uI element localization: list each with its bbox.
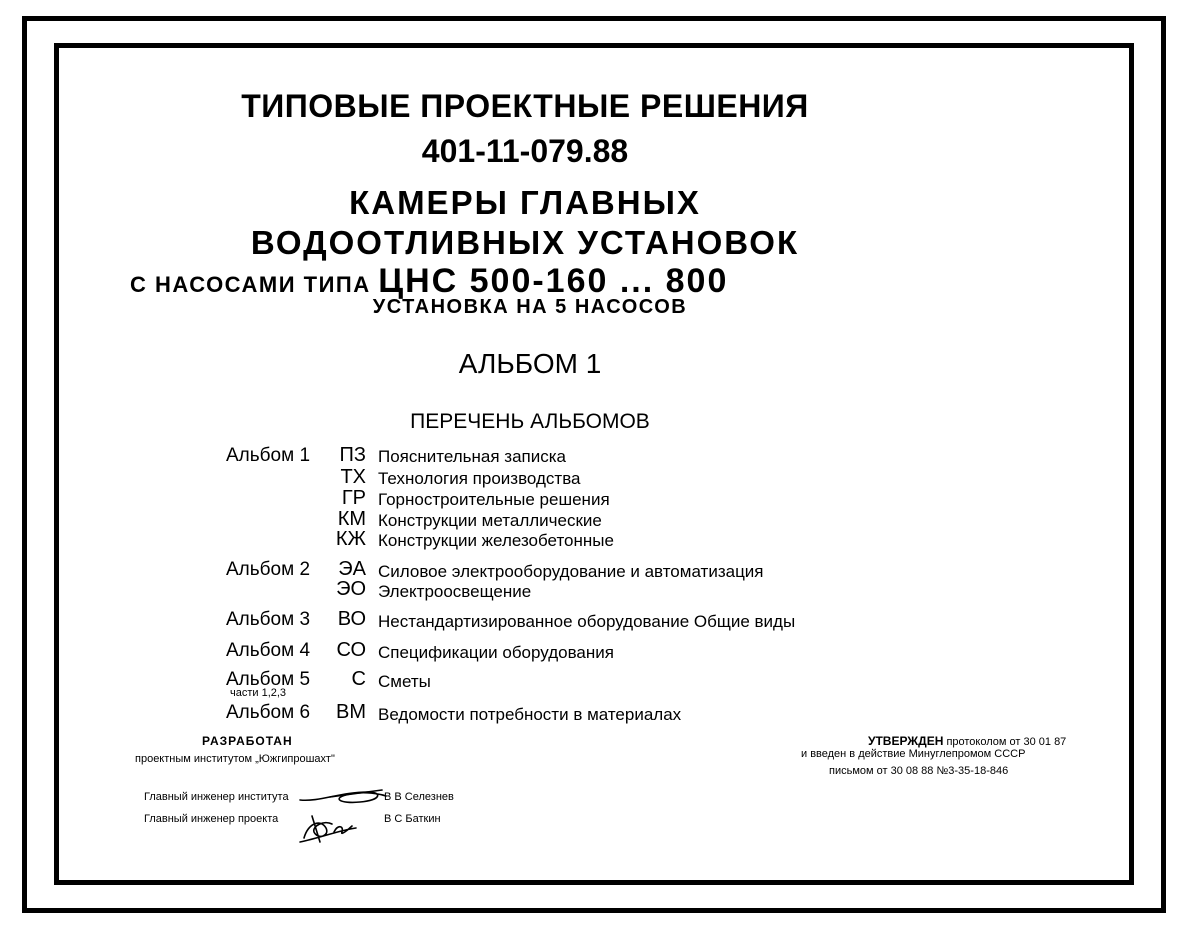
- code-ea: ЭА: [338, 558, 366, 580]
- title-line-1: КАМЕРЫ ГЛАВНЫХ: [349, 184, 701, 221]
- chief-institute-role: Главный инженер института: [144, 791, 289, 803]
- desc-vo: Нестандартизированное оборудование Общие виды: [378, 612, 796, 631]
- album-2-label: Альбом 2: [226, 559, 311, 580]
- album-number: АЛЬБОМ 1: [458, 348, 602, 379]
- code-co: СО: [336, 639, 366, 661]
- pump-type: ЦНС 500-160 ... 800: [378, 262, 729, 300]
- album-6-label: Альбом 6: [226, 702, 311, 723]
- desc-pz: Пояснительная записка: [378, 447, 567, 466]
- approval-line-1: [868, 734, 1066, 748]
- code-vm: ВМ: [336, 701, 366, 723]
- desc-eo: Электроосвещение: [378, 582, 532, 601]
- desc-ea: Силовое электрооборудование и автоматизация: [378, 562, 764, 581]
- approval-line-3: письмом от 30 08 88 №3-35-18-846: [829, 765, 1009, 777]
- album-3-label: Альбом 3: [226, 609, 311, 630]
- project-number: 401-11-079.88: [421, 133, 629, 169]
- desc-km: Конструкции металлические: [378, 511, 602, 530]
- code-kzh: КЖ: [335, 528, 366, 550]
- album-5-label: Альбом 5: [226, 669, 311, 690]
- pump-prefix: С НАСОСАМИ ТИПА: [130, 272, 379, 297]
- code-km: КМ: [337, 508, 366, 530]
- album-5-parts-note: части 1,2,3: [230, 687, 287, 699]
- album-list-heading: ПЕРЕЧЕНЬ АЛЬБОМОВ: [410, 410, 650, 433]
- developed-by-label: РАЗРАБОТАН: [202, 734, 293, 748]
- developer-institute: проектным институтом „Южгипрошахт": [135, 753, 335, 765]
- approved-label: УТВЕРЖДЕН: [868, 734, 944, 748]
- code-gr: ГР: [341, 487, 366, 509]
- code-pz: ПЗ: [339, 444, 366, 466]
- desc-vm: Ведомости потребности в материалах: [378, 705, 682, 724]
- chief-project-name: В С Баткин: [384, 813, 441, 825]
- chief-institute-name: В В Селезнев: [384, 791, 454, 803]
- code-c: С: [351, 668, 366, 690]
- code-vo: ВО: [337, 608, 366, 630]
- approval-line-2: и введен в действие Минуглепромом СССР: [801, 748, 1026, 760]
- desc-co: Спецификации оборудования: [378, 643, 614, 662]
- signature-batkin: [300, 816, 356, 842]
- code-eo: ЭО: [336, 578, 366, 600]
- code-tx: ТХ: [340, 466, 366, 488]
- album-1-label: Альбом 1: [226, 445, 311, 466]
- chief-project-role: Главный инженер проекта: [144, 813, 279, 825]
- title-line-2: ВОДООТЛИВНЫХ УСТАНОВОК: [250, 224, 800, 261]
- desc-tx: Технология производства: [378, 469, 581, 488]
- album-4-label: Альбом 4: [226, 640, 311, 661]
- approval-protocol: протоколом от 30 01 87: [946, 736, 1067, 748]
- series-title: ТИПОВЫЕ ПРОЕКТНЫЕ РЕШЕНИЯ: [241, 88, 809, 124]
- title-line-4: УСТАНОВКА НА 5 НАСОСОВ: [372, 296, 688, 318]
- desc-gr: Горностроительные решения: [378, 490, 610, 509]
- signature-scribbles: [290, 780, 390, 850]
- desc-c: Сметы: [378, 672, 431, 691]
- desc-kzh: Конструкции железобетонные: [378, 531, 614, 550]
- signature-selezney: [300, 792, 386, 802]
